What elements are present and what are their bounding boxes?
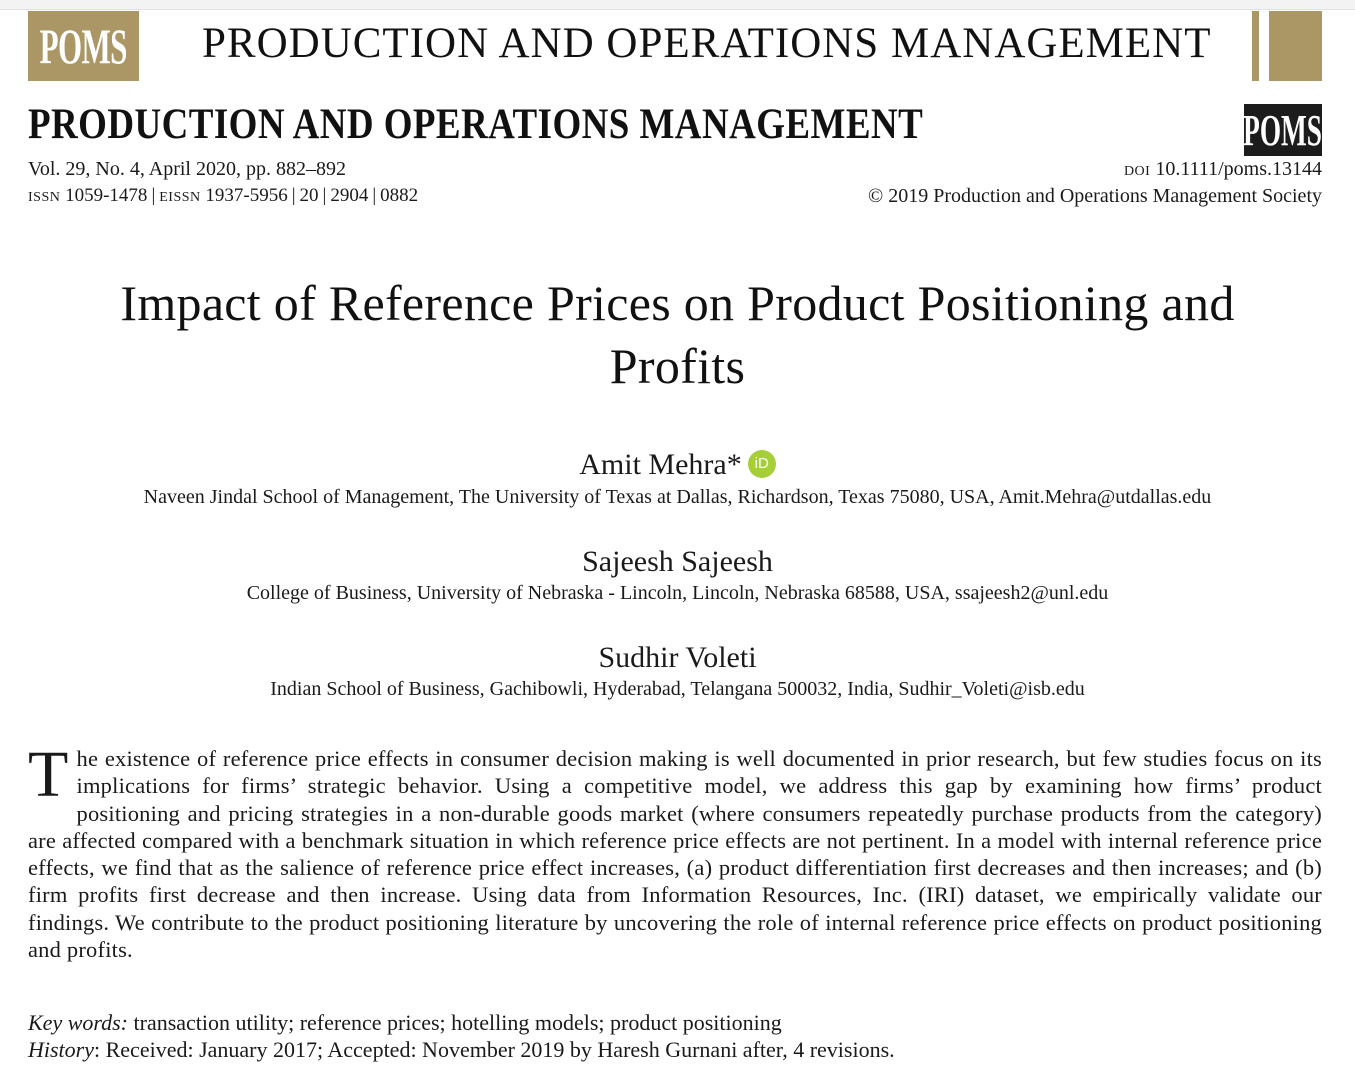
doi-label: DOI: [1123, 164, 1151, 179]
doi-line: [1124, 158, 1322, 181]
keywords-line: [28, 1010, 782, 1036]
author-affiliation: Indian School of Business, Gachibowli, Hyderabad, Telangana 500032, India, Sudhir_Voleti@isb.edu: [270, 678, 1085, 700]
poms-logo-banner: POMS: [28, 11, 139, 81]
issn-label: ISSN: [28, 190, 61, 205]
abstract-drop-cap: T: [28, 738, 69, 811]
doi-link[interactable]: 10.1111/poms.13144: [1155, 158, 1322, 180]
eissn-value: 1937-5956: [205, 185, 288, 206]
code-part: 2904: [330, 185, 369, 206]
copyright-line: © 2019 Production and Operations Management Society: [868, 185, 1322, 207]
history-label: History: [28, 1037, 94, 1062]
paper-title-line: Impact of Reference Prices on Product Positioning and: [120, 275, 1235, 331]
author-name: Sudhir Voleti: [598, 641, 757, 674]
eissn-label: EISSN: [159, 190, 201, 205]
history-line: [28, 1037, 895, 1063]
volume-line: Vol. 29, No. 4, April 2020, pp. 882–892: [28, 158, 346, 180]
top-divider: [0, 0, 1355, 10]
banner-journal-title: PRODUCTION AND OPERATIONS MANAGEMENT: [202, 20, 1212, 67]
author-affiliation: Naveen Jindal School of Management, The University of Texas at Dallas, Richardson, Texas 75080, USA, Amit.Mehra@utdallas.edu: [143, 486, 1212, 508]
code-part: 20: [299, 185, 319, 206]
banner-accent-bar-thin: [1252, 11, 1259, 81]
abstract-text: he existence of reference price effects in consumer decision making is well documented in prior research, but few studies focus on its implications for firms’ strategic behavior. Using a competitive model, we address this gap by examining how firms’ product positioning and pricing strategies in a non-durable goods market (where consumers repeatedly purchase products from the category) are affected compared with a benchmark situation in which reference price effects are not pertinent. In a model with internal reference price effects, we find that as the salience of reference price effect increases, (a) product differentiation first decreases and then increases; and (b) firm profits first decrease and then increase. Using data from Information Resources, Inc. (IRI) dataset, we empirically validate our findings. We contribute to the product positioning literature by uncovering the role of internal reference price effects on product positioning and profits.: [28, 746, 1322, 963]
keywords-label: Key words:: [28, 1010, 129, 1035]
issn-line: ISSN 1059-1478 | EISSN 1937-5956 | 20 | 2904 | 0882: [28, 185, 419, 206]
banner-accent-bar-wide: [1269, 11, 1322, 81]
orcid-icon[interactable]: iD: [748, 450, 776, 478]
author-affiliation: College of Business, University of Nebraska - Lincoln, Lincoln, Nebraska 68588, USA, ssajeesh2@unl.edu: [246, 582, 1109, 604]
author-name: Sajeesh Sajeesh: [582, 545, 773, 578]
paper-title-line: Profits: [609, 338, 746, 394]
journal-title: PRODUCTION AND OPERATIONS MANAGEMENT: [28, 101, 924, 148]
abstract: [28, 738, 1322, 963]
author-name-text: Amit Mehra*: [579, 448, 742, 481]
author-name: [0, 448, 1355, 482]
code-part: 0882: [380, 185, 419, 206]
paper-title: [0, 272, 1355, 398]
poms-logo-header: POMS: [1244, 105, 1322, 155]
history-value: : Received: January 2017; Accepted: November 2019 by Haresh Gurnani after, 4 revisions.: [94, 1037, 895, 1062]
issn-value: 1059-1478: [65, 185, 148, 206]
keywords-value: transaction utility; reference prices; hotelling models; product positioning: [133, 1010, 782, 1035]
